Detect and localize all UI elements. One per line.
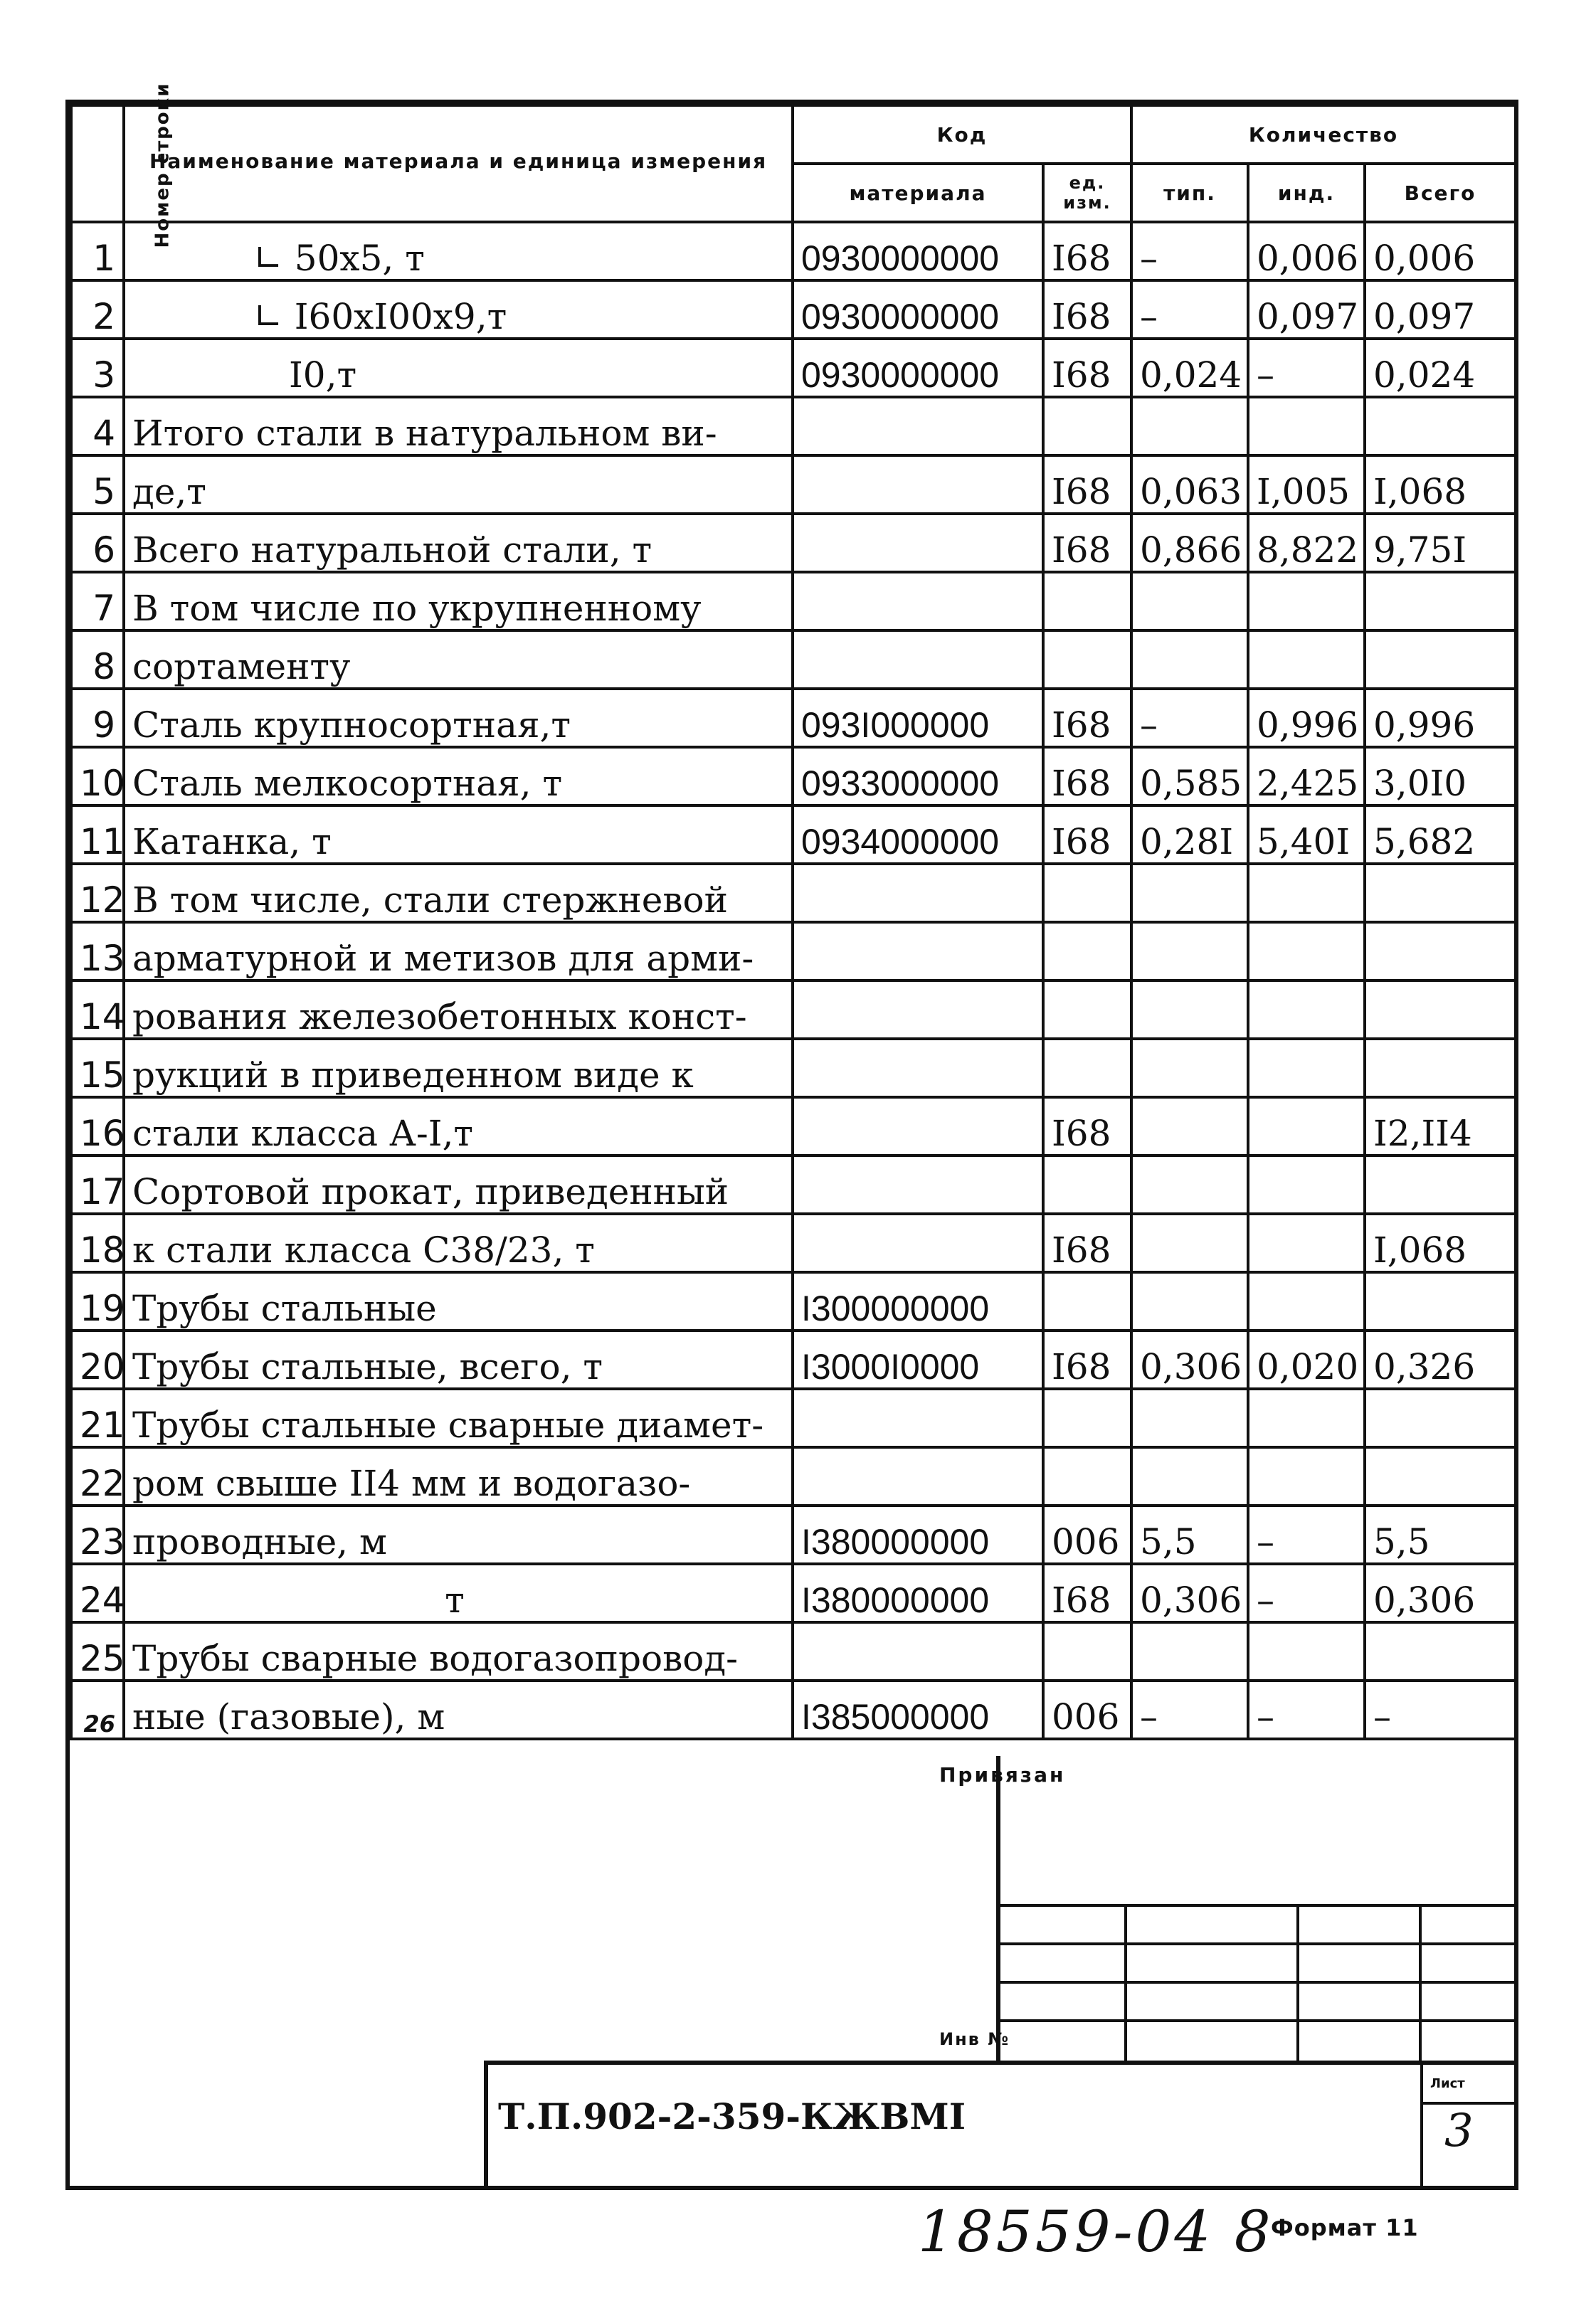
material-name: Трубы стальные сварные диамет-	[124, 1389, 793, 1447]
unit-code: I68	[1043, 1214, 1131, 1272]
qty-typ	[1131, 572, 1248, 630]
qty-ind: –	[1248, 339, 1365, 397]
header-qty-ind: инд.	[1248, 164, 1365, 222]
row-number: 18	[71, 1214, 124, 1272]
row-number: 2	[71, 280, 124, 339]
material-name: ∟ 50x5, т	[124, 222, 793, 280]
sheet-number: 3	[1444, 2105, 1474, 2157]
qty-total: 3,0I0	[1365, 747, 1516, 805]
qty-typ: 0,024	[1131, 339, 1248, 397]
qty-typ: –	[1131, 280, 1248, 339]
qty-total: 9,75I	[1365, 514, 1516, 572]
qty-total: I,068	[1365, 1214, 1516, 1272]
material-name: Катанка, т	[124, 805, 793, 864]
qty-typ	[1131, 397, 1248, 455]
qty-typ: 0,866	[1131, 514, 1248, 572]
qty-total: 0,326	[1365, 1331, 1516, 1389]
unit-code	[1043, 864, 1131, 922]
stamp-border	[1124, 1904, 1127, 2061]
material-code	[793, 1389, 1043, 1447]
qty-typ	[1131, 1039, 1248, 1097]
material-name: к стали класса С38/23, т	[124, 1214, 793, 1272]
qty-typ	[1131, 922, 1248, 980]
row-number: 17	[71, 1156, 124, 1214]
unit-code: I68	[1043, 339, 1131, 397]
qty-total: –	[1365, 1681, 1516, 1739]
table-row	[71, 1272, 1516, 1331]
stamp-border	[996, 1904, 1518, 1907]
stamp-border	[996, 2019, 1518, 2022]
unit-code: I68	[1043, 280, 1131, 339]
paper-format: Формат 11	[1271, 2214, 1419, 2241]
unit-code: I68	[1043, 455, 1131, 514]
qty-total	[1365, 1039, 1516, 1097]
materials-table	[70, 82, 1517, 1740]
qty-total	[1365, 397, 1516, 455]
material-code	[793, 1622, 1043, 1681]
qty-typ	[1131, 1447, 1248, 1506]
stamp-border	[1419, 1904, 1422, 2061]
material-code	[793, 1447, 1043, 1506]
qty-total	[1365, 1156, 1516, 1214]
material-code	[793, 630, 1043, 689]
qty-total	[1365, 630, 1516, 689]
qty-total: I2,II4	[1365, 1097, 1516, 1156]
material-name: Сталь крупносортная,т	[124, 689, 793, 747]
unit-code	[1043, 1447, 1131, 1506]
material-name: I0,т	[124, 339, 793, 397]
qty-typ: 5,5	[1131, 1506, 1248, 1564]
material-name: стали класса А-I,т	[124, 1097, 793, 1156]
qty-total: 0,097	[1365, 280, 1516, 339]
header-code-unit: ед. изм.	[1043, 164, 1131, 222]
stamp-border	[1296, 1904, 1299, 2061]
material-name: Трубы стальные	[124, 1272, 793, 1331]
row-number: 22	[71, 1447, 124, 1506]
header-material-name: Наименование материала и единица измерения	[124, 105, 793, 222]
material-code: 0934000000	[793, 805, 1043, 864]
qty-ind: 8,822	[1248, 514, 1365, 572]
unit-code	[1043, 1389, 1131, 1447]
attached-label: Привязан	[939, 1763, 1066, 1787]
material-code: 093I000000	[793, 689, 1043, 747]
qty-ind	[1248, 1272, 1365, 1331]
qty-total: I,068	[1365, 455, 1516, 514]
material-code: 0930000000	[793, 280, 1043, 339]
table-row	[71, 1097, 1516, 1156]
qty-total: 0,006	[1365, 222, 1516, 280]
qty-total	[1365, 1389, 1516, 1447]
material-name: рукций в приведенном виде к	[124, 1039, 793, 1097]
qty-typ	[1131, 1214, 1248, 1272]
material-code: 0930000000	[793, 339, 1043, 397]
qty-ind: 5,40I	[1248, 805, 1365, 864]
material-name: Сталь мелкосортная, т	[124, 747, 793, 805]
qty-ind: 0,097	[1248, 280, 1365, 339]
material-code	[793, 455, 1043, 514]
row-number: 21	[71, 1389, 124, 1447]
material-code	[793, 572, 1043, 630]
material-name: сортаменту	[124, 630, 793, 689]
material-name: Всего натуральной стали, т	[124, 514, 793, 572]
qty-ind	[1248, 1214, 1365, 1272]
material-code	[793, 514, 1043, 572]
qty-ind: I,005	[1248, 455, 1365, 514]
material-code	[793, 397, 1043, 455]
stamp-border	[484, 2061, 1518, 2065]
sheet-label: Лист	[1430, 2076, 1465, 2091]
qty-total	[1365, 864, 1516, 922]
drawing-sheet	[65, 82, 1518, 2190]
header-code-material: материала	[793, 164, 1043, 222]
material-code	[793, 1156, 1043, 1214]
unit-code: I68	[1043, 689, 1131, 747]
unit-code	[1043, 572, 1131, 630]
qty-typ	[1131, 980, 1248, 1039]
qty-ind: 0,020	[1248, 1331, 1365, 1389]
qty-ind	[1248, 980, 1365, 1039]
qty-total: 0,024	[1365, 339, 1516, 397]
header-qty-typ: тип.	[1131, 164, 1248, 222]
header-qty-total: Всего	[1365, 164, 1516, 222]
row-number: 1	[71, 222, 124, 280]
table-row	[71, 1039, 1516, 1097]
qty-ind	[1248, 1156, 1365, 1214]
qty-total	[1365, 1447, 1516, 1506]
material-code: I300000000	[793, 1272, 1043, 1331]
table-row	[71, 864, 1516, 922]
material-name: проводные, м	[124, 1506, 793, 1564]
row-number: 19	[71, 1272, 124, 1331]
material-name: рования железобетонных конст-	[124, 980, 793, 1039]
header-code: Код	[793, 105, 1131, 164]
table-row	[71, 805, 1516, 864]
table-row	[71, 1389, 1516, 1447]
qty-typ: –	[1131, 689, 1248, 747]
unit-code	[1043, 1272, 1131, 1331]
qty-ind	[1248, 397, 1365, 455]
material-name: ром свыше II4 мм и водогазо-	[124, 1447, 793, 1506]
table-row	[71, 1331, 1516, 1389]
row-number: 26	[71, 1681, 124, 1739]
qty-ind: –	[1248, 1564, 1365, 1622]
unit-code: I68	[1043, 222, 1131, 280]
row-number: 11	[71, 805, 124, 864]
inventory-number-label: Инв №	[939, 2029, 1010, 2049]
qty-typ	[1131, 864, 1248, 922]
unit-code: I68	[1043, 1097, 1131, 1156]
qty-ind: 0,996	[1248, 689, 1365, 747]
qty-total: 0,996	[1365, 689, 1516, 747]
row-number: 6	[71, 514, 124, 572]
qty-typ	[1131, 1622, 1248, 1681]
qty-typ: 0,585	[1131, 747, 1248, 805]
table-row	[71, 689, 1516, 747]
stamp-border	[996, 1981, 1518, 1984]
row-number: 23	[71, 1506, 124, 1564]
material-name: В том числе по укрупненному	[124, 572, 793, 630]
qty-ind	[1248, 1097, 1365, 1156]
table-row	[71, 922, 1516, 980]
material-code	[793, 1039, 1043, 1097]
material-name: де,т	[124, 455, 793, 514]
table-row	[71, 1447, 1516, 1506]
material-name: Трубы стальные, всего, т	[124, 1331, 793, 1389]
qty-total: 0,306	[1365, 1564, 1516, 1622]
table-row	[71, 455, 1516, 514]
handwritten-inventory-number: 18559-04 8	[918, 2199, 1274, 2265]
qty-typ	[1131, 1156, 1248, 1214]
unit-code	[1043, 1039, 1131, 1097]
unit-code: I68	[1043, 1564, 1131, 1622]
unit-code	[1043, 980, 1131, 1039]
qty-typ: 0,306	[1131, 1564, 1248, 1622]
stamp-border	[996, 1942, 1518, 1945]
unit-code: I68	[1043, 514, 1131, 572]
table-row	[71, 280, 1516, 339]
material-name: ные (газовые), м	[124, 1681, 793, 1739]
stamp-border	[1420, 2061, 1423, 2189]
qty-ind	[1248, 572, 1365, 630]
unit-code: 006	[1043, 1506, 1131, 1564]
material-name: Трубы сварные водогазопровод-	[124, 1622, 793, 1681]
material-code	[793, 980, 1043, 1039]
qty-total	[1365, 572, 1516, 630]
qty-ind: –	[1248, 1506, 1365, 1564]
row-number: 4	[71, 397, 124, 455]
table-row	[71, 1681, 1516, 1739]
qty-ind: –	[1248, 1681, 1365, 1739]
table-row	[71, 339, 1516, 397]
unit-code	[1043, 630, 1131, 689]
material-name: т	[124, 1564, 793, 1622]
qty-ind	[1248, 1622, 1365, 1681]
unit-code	[1043, 397, 1131, 455]
row-number: 5	[71, 455, 124, 514]
material-code	[793, 1097, 1043, 1156]
table-row	[71, 397, 1516, 455]
unit-code: I68	[1043, 747, 1131, 805]
table-row	[71, 514, 1516, 572]
qty-ind: 0,006	[1248, 222, 1365, 280]
stamp-border	[996, 1756, 1000, 2061]
row-number: 16	[71, 1097, 124, 1156]
row-number: 12	[71, 864, 124, 922]
table-row	[71, 572, 1516, 630]
material-code: I380000000	[793, 1564, 1043, 1622]
table-row	[71, 222, 1516, 280]
unit-code: 006	[1043, 1681, 1131, 1739]
table-row	[71, 1564, 1516, 1622]
qty-ind: 2,425	[1248, 747, 1365, 805]
qty-total	[1365, 980, 1516, 1039]
row-number: 14	[71, 980, 124, 1039]
qty-total: 5,5	[1365, 1506, 1516, 1564]
materials-table-body	[71, 222, 1516, 1739]
qty-typ: –	[1131, 222, 1248, 280]
row-number: 24	[71, 1564, 124, 1622]
row-number: 15	[71, 1039, 124, 1097]
qty-typ: 0,306	[1131, 1331, 1248, 1389]
material-name: ∟ I60xI00x9,т	[124, 280, 793, 339]
qty-ind	[1248, 1039, 1365, 1097]
header-row-number: Номер строки	[71, 105, 124, 222]
qty-ind	[1248, 864, 1365, 922]
material-name: арматурной и метизов для арми-	[124, 922, 793, 980]
material-code	[793, 922, 1043, 980]
unit-code	[1043, 1622, 1131, 1681]
material-name: Сортовой прокат, приведенный	[124, 1156, 793, 1214]
table-row	[71, 747, 1516, 805]
qty-ind	[1248, 1447, 1365, 1506]
material-code: 0933000000	[793, 747, 1043, 805]
table-row	[71, 1622, 1516, 1681]
table-row	[71, 980, 1516, 1039]
material-code	[793, 1214, 1043, 1272]
qty-typ	[1131, 1389, 1248, 1447]
table-row	[71, 1506, 1516, 1564]
material-code: I3000I0000	[793, 1331, 1043, 1389]
qty-typ: 0,28I	[1131, 805, 1248, 864]
qty-ind	[1248, 1389, 1365, 1447]
material-name: В том числе, стали стержневой	[124, 864, 793, 922]
row-number: 7	[71, 572, 124, 630]
table-row	[71, 1214, 1516, 1272]
material-name: Итого стали в натуральном ви-	[124, 397, 793, 455]
qty-ind	[1248, 630, 1365, 689]
qty-typ	[1131, 1097, 1248, 1156]
unit-code	[1043, 1156, 1131, 1214]
table-row	[71, 1156, 1516, 1214]
unit-code: I68	[1043, 805, 1131, 864]
stamp-border	[484, 2061, 488, 2189]
qty-total	[1365, 922, 1516, 980]
qty-total: 5,682	[1365, 805, 1516, 864]
material-code: 0930000000	[793, 222, 1043, 280]
material-code	[793, 864, 1043, 922]
material-code: I380000000	[793, 1506, 1043, 1564]
row-number: 25	[71, 1622, 124, 1681]
unit-code	[1043, 922, 1131, 980]
row-number: 10	[71, 747, 124, 805]
row-number: 3	[71, 339, 124, 397]
row-number: 13	[71, 922, 124, 980]
row-number: 9	[71, 689, 124, 747]
qty-typ	[1131, 630, 1248, 689]
table-row	[71, 630, 1516, 689]
qty-total	[1365, 1622, 1516, 1681]
header-quantity: Количество	[1131, 105, 1516, 164]
qty-total	[1365, 1272, 1516, 1331]
qty-typ: 0,063	[1131, 455, 1248, 514]
qty-ind	[1248, 922, 1365, 980]
row-number: 8	[71, 630, 124, 689]
qty-typ: –	[1131, 1681, 1248, 1739]
material-code: I385000000	[793, 1681, 1043, 1739]
document-code: Т.П.902-2-359-КЖВМI	[498, 2095, 966, 2137]
qty-typ	[1131, 1272, 1248, 1331]
row-number: 20	[71, 1331, 124, 1389]
unit-code: I68	[1043, 1331, 1131, 1389]
